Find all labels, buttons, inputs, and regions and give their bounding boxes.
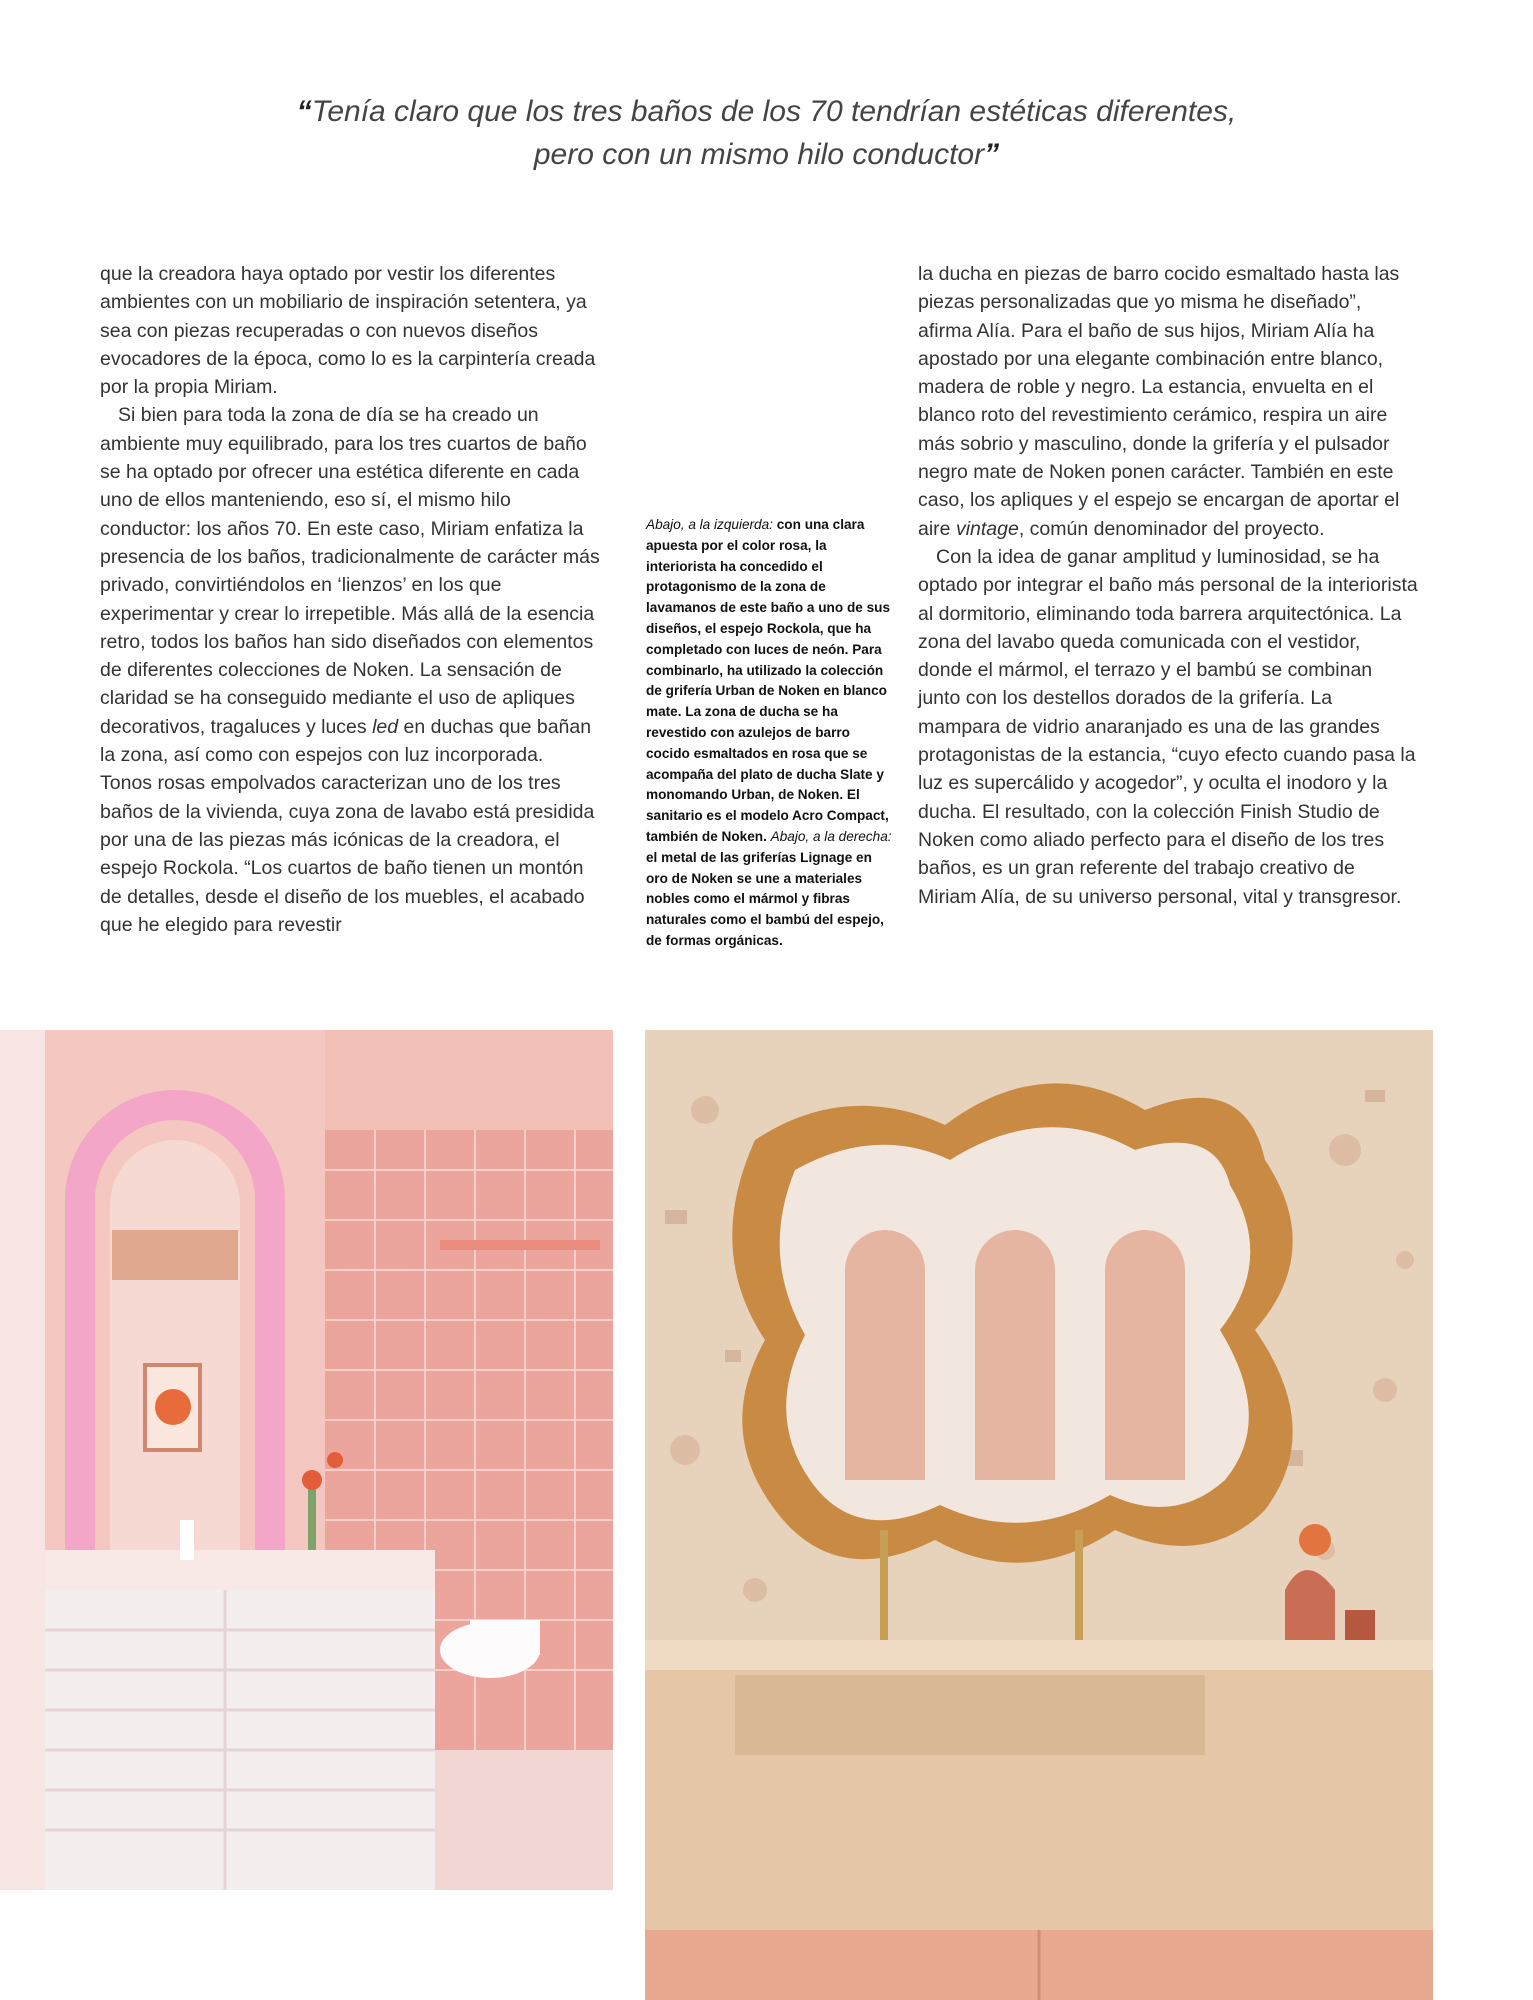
photo-caption <box>646 515 896 952</box>
vintage-emphasis: vintage <box>955 517 1019 540</box>
right-text-column <box>918 260 1418 911</box>
pull-quote-text-1: Tenía claro que los tres baños de los 70 tendrían estéticas diferentes, <box>311 95 1237 128</box>
pull-quote-text-2: pero con un mismo hilo conductor <box>533 138 985 171</box>
left-paragraph-2 <box>100 401 600 939</box>
pink-bathroom-illustration <box>0 1030 613 1890</box>
caption-lead-left: Abajo, a la izquierda: <box>646 517 773 532</box>
left-p2-text-a: Si bien para toda la zona de día se ha creado un ambiente muy equilibrado, para los tres cuartos de baño se ha optado por ofrecer una estética diferente en cada uno de ellos manteniendo, eso sí, el mismo hilo conductor: los años 70. En este caso, Miriam enfatiza la presencia de los baños, tradicionalmente de carácter más privado, convirtiéndolos en ‘lienzos’ en los que experimentar y crear lo irrepetible. Más allá de la esencia retro, todos los baños han sido diseñados con elementos de diferentes colecciones de Noken. La sensación de claridad se ha conseguido mediante el uso de apliques decorativos, tragaluces y luces <box>100 404 600 738</box>
rattan-mirror-bathroom-photo <box>645 1030 1433 2000</box>
caption-lead-right: Abajo, a la derecha: <box>770 828 892 844</box>
rattan-mirror-illustration <box>645 1030 1433 2000</box>
caption-text-left: con una clara apuesta por el color rosa, la interiorista ha concedido el protagonismo de la zona de lavamanos de este baño a uno de sus diseños, el espejo Rockola, que ha completado con luces de neón. Para combinarlo, ha utilizado la colección de grifería Urban de Noken en blanco mate. La zona de ducha se ha revestido con azulejos de barro cocido esmaltados en rosa que se acompaña del plato de ducha Slate y monomando Urban, de Noken. El sanitario es el modelo Acro Compact, también de Noken. <box>646 517 891 844</box>
right-paragraph-1 <box>918 260 1418 543</box>
pull-quote <box>150 90 1383 176</box>
pull-quote-line-2 <box>150 133 1383 176</box>
open-quote-mark: “ <box>296 95 312 128</box>
caption-text-right: el metal de las griferías Lignage en oro de Noken se une a materiales nobles como el mármol y fibras naturales como el bambú del espejo, de formas orgánicas. <box>646 849 884 948</box>
right-paragraph-2: Con la idea de ganar amplitud y luminosidad, se ha optado por integrar el baño más personal de la interiorista al dormitorio, eliminando toda barrera arquitectónica. La zona del lavabo queda comunicada con el vestidor, donde el mármol, el terrazo y el bambú se combinan junto con los destellos dorados de la grifería. La mampara de vidrio anaranjado es una de las grandes protagonistas de la estancia, “cuyo efecto cuando pasa la luz es supercálido y acogedor”, y oculta el inodoro y la ducha. El resultado, con la colección Finish Studio de Noken como aliado perfecto para el diseño de los tres baños, es un gran referente del trabajo creativo de Miriam Alía, de su universo personal, vital y transgresor. <box>918 545 1418 908</box>
left-paragraph-1: que la creadora haya optado por vestir los diferentes ambientes con un mobiliario de inspiración setentera, ya sea con piezas recuperadas o con nuevos diseños evocadores de la época, como lo es la carpintería creada por la propia Miriam. <box>100 263 596 399</box>
close-quote-mark: ” <box>984 138 1000 171</box>
led-emphasis: led <box>372 715 399 738</box>
pull-quote-line-1 <box>150 90 1383 133</box>
right-p1-text-b: , común denominador del proyecto. <box>1018 517 1325 540</box>
left-text-column <box>100 260 600 939</box>
right-p1-text-a: la ducha en piezas de barro cocido esmaltado hasta las piezas personalizadas que yo misma he diseñado”, afirma Alía. Para el baño de sus hijos, Miriam Alía ha apostado por una elegante combinación entre blanco, madera de roble y negro. La estancia, envuelta en el blanco roto del revestimiento cerámico, respira un aire más sobrio y masculino, donde la grifería y el pulsador negro mate de Noken ponen carácter. También en este caso, los apliques y el espejo se encargan de aportar el aire <box>918 263 1400 540</box>
pink-bathroom-photo <box>0 1030 613 1890</box>
left-p2-text-b: en duchas que bañan la zona, así como con espejos con luz incorporada. Tonos rosas empolvados caracterizan uno de los tres baños de la vivienda, cuya zona de lavabo está presidida por una de las piezas más icónicas de la creadora, el espejo Rockola. “Los cuartos de baño tienen un montón de detalles, desde el diseño de los muebles, el acabado que he elegido para revestir <box>100 715 595 936</box>
